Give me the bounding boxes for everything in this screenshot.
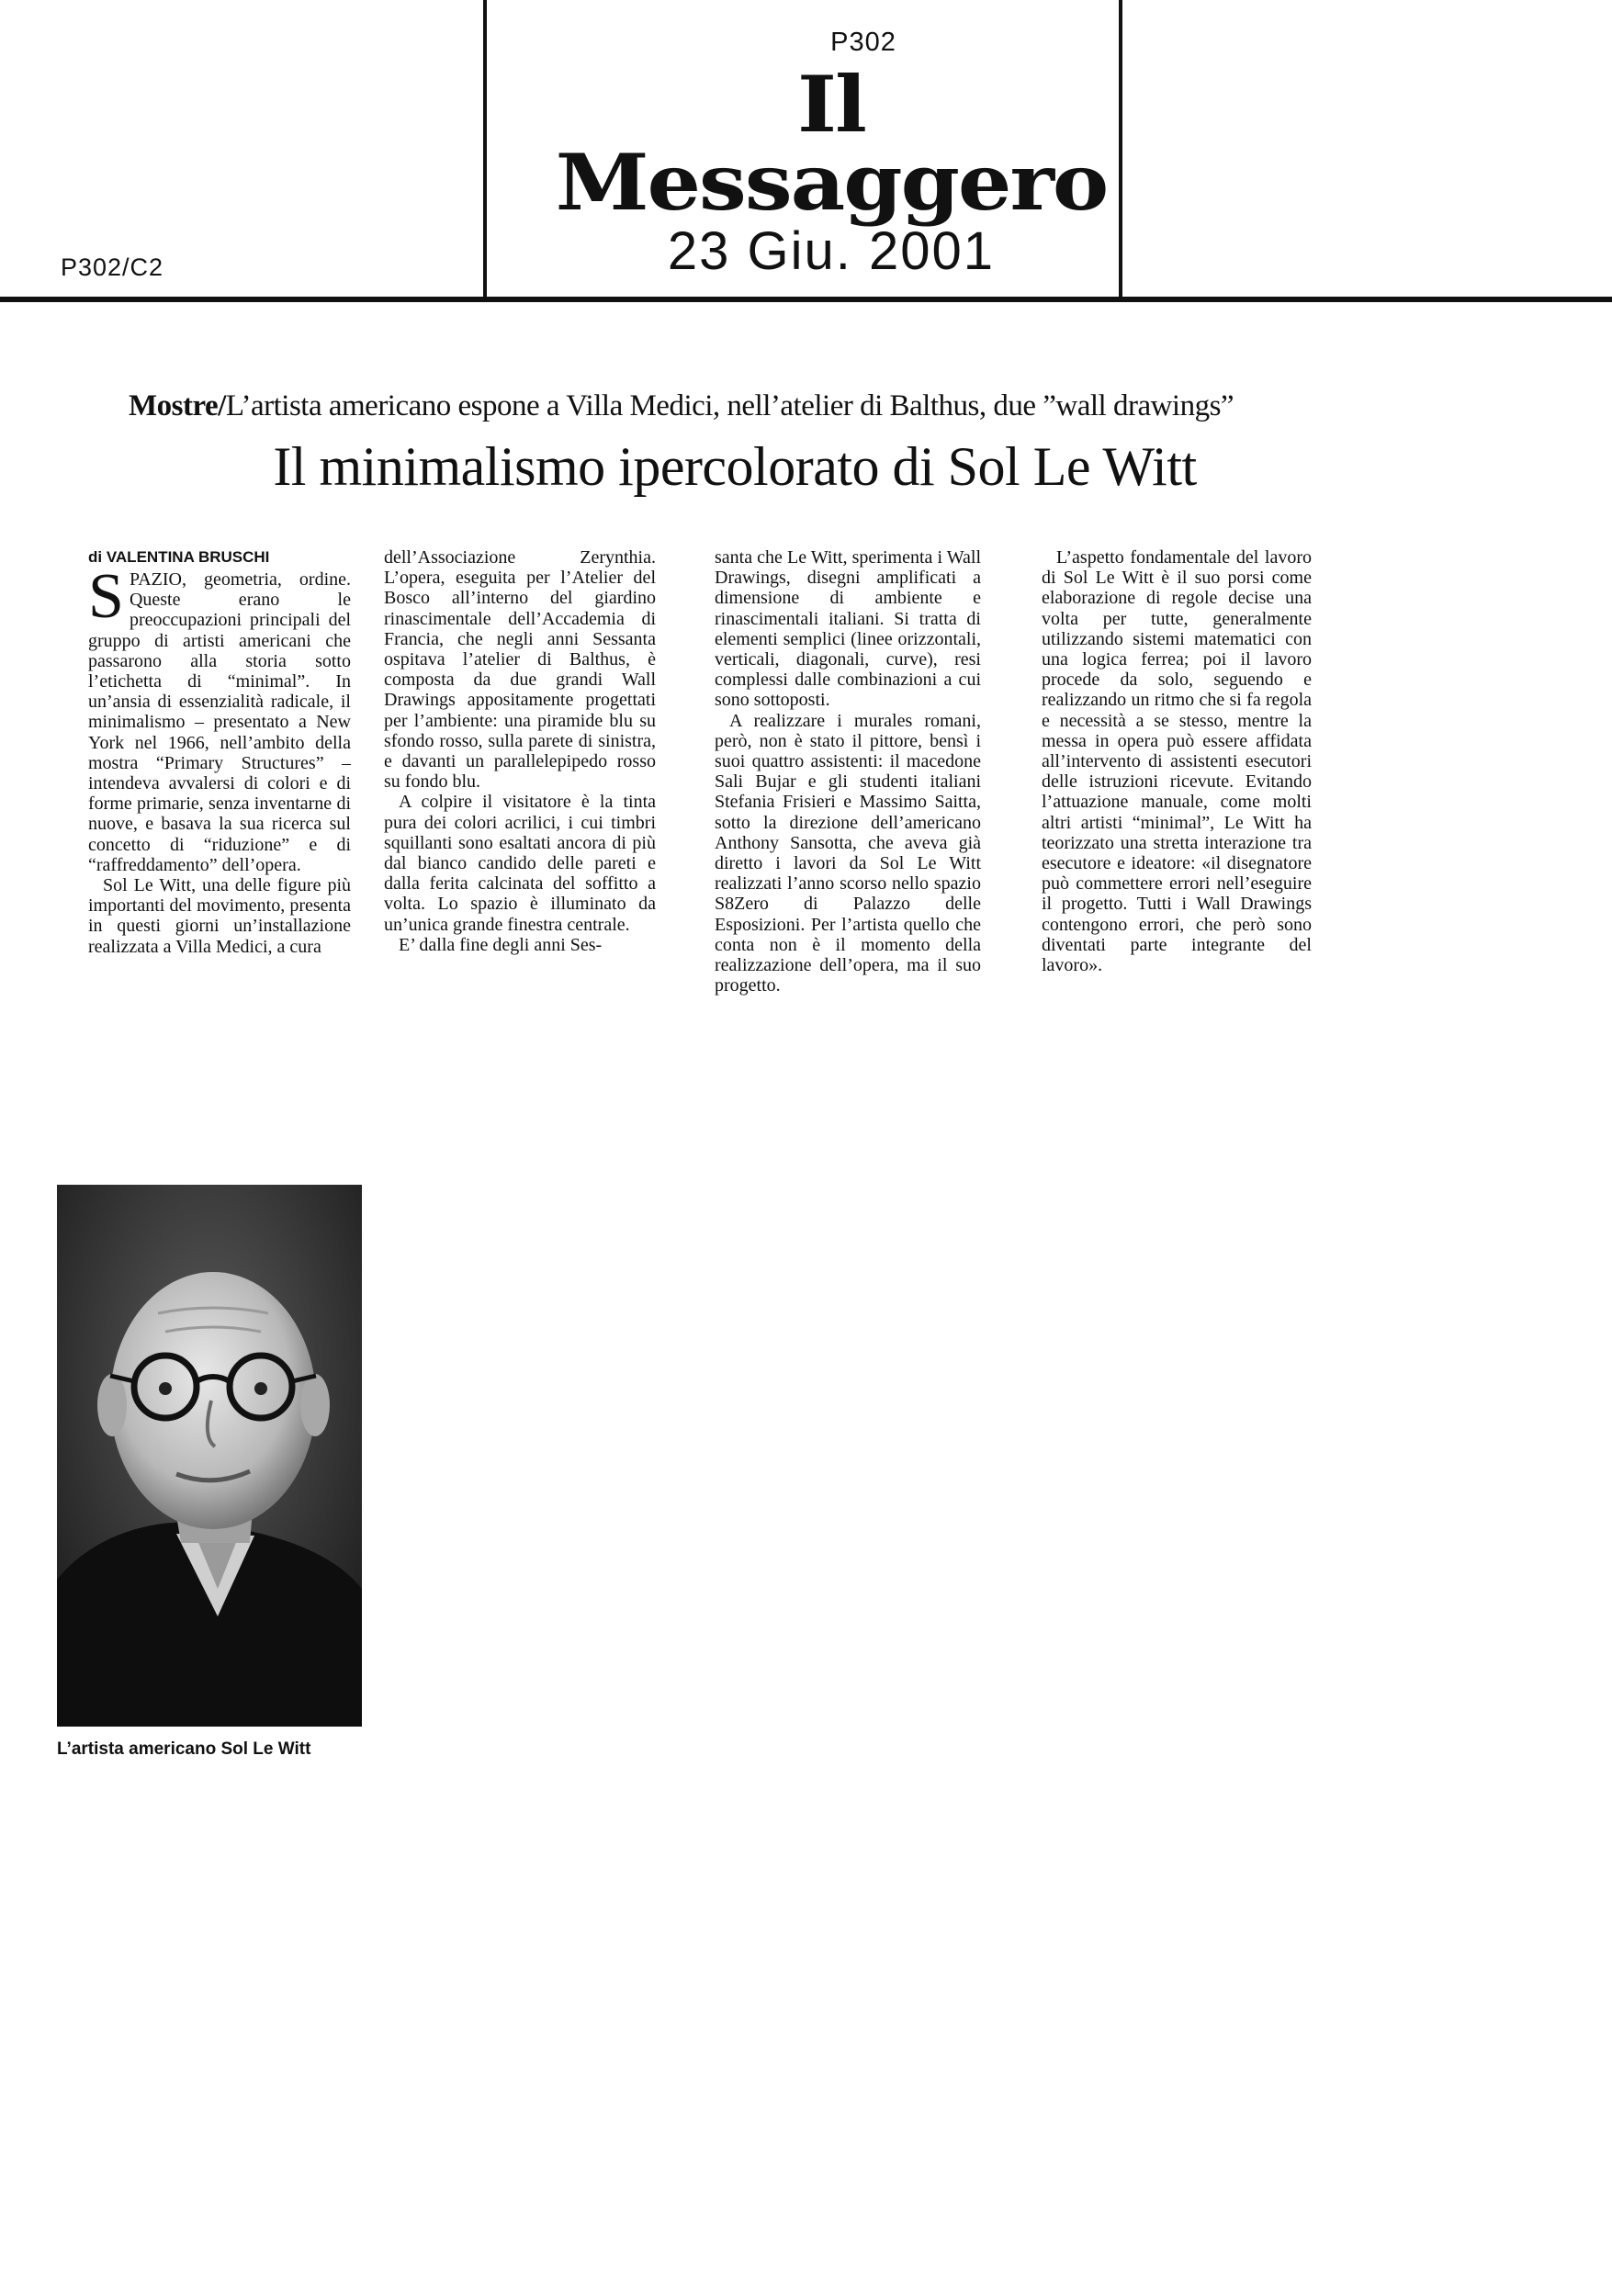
column-2-paragraph-3: E’ dalla fine degli anni Ses-: [399, 934, 603, 955]
article-column-2: [384, 547, 656, 955]
article-kicker: [129, 389, 1323, 423]
article-byline: di VALENTINA BRUSCHI: [88, 548, 270, 566]
drop-cap: S: [88, 561, 124, 632]
kicker-section: Mostre/: [129, 389, 226, 422]
column-1-paragraph-2: Sol Le Witt, una delle figure più importanti del movimento, presenta in questi giorni un’installazione realizzata a Villa Medici, a cura: [88, 875, 351, 957]
article-column-1: [88, 561, 351, 957]
portrait-photo: [57, 1185, 362, 1727]
header-divider-right: [1119, 0, 1122, 299]
column-3-paragraph-1: santa che Le Witt, sperimenta i Wall Drawings, disegni amplificati a dimensione di ambiente e rinascimentali italiani. Si tratta di elementi semplici (linee orizzontali, verticali, diagonali, curve), resi complessi dalle combinazioni a cui sono sottoposti.: [715, 547, 981, 711]
article-column-3: [715, 547, 981, 996]
newspaper-masthead: Il Messaggero: [555, 59, 1108, 228]
column-3-paragraph-2: A realizzare i murales romani, però, non è stato il pittore, bensì i suoi quattro assistenti: il macedone Sali Bujar e gli studenti italiani Stefania Frisieri e Massimo Saitta, sotto la direzione dell’americano Anthony Sansotta, che aveva già diretto i lavori da Sol Le Witt realizzati l’anno scorso nello spazio S8Zero di Palazzo delle Esposizioni. Per l’artista quello che conta non è il momento della realizzazione dell’opera, ma il suo progetto.: [715, 710, 981, 996]
column-2-paragraph-1: dell’Associazione Zerynthia. L’opera, eseguita per l’Atelier del Bosco all’interno del giardino rinascimentale dell’Accademia di Francia, che negli anni Sessanta ospitava l’atelier di Balthus, è composta da due grandi Wall Drawings appositamente progettati per l’ambiente: una piramide blu su sfondo rosso, sulla parete di sinistra, e davanti un parallelepipedo rosso su fondo blu.: [384, 547, 656, 793]
column-2-paragraph-2: A colpire il visitatore è la tinta pura dei colori acrilici, i cui timbri squillanti sono esaltati ancora di più dal bianco candido delle pareti e dalla ferita calcinata del soffitto a volta. Lo spazio è illuminato da un’unica grande finestra centrale.: [384, 792, 656, 935]
article-column-4: [1042, 547, 1312, 975]
portrait-illustration: [57, 1185, 362, 1727]
kicker-text: L’artista americano espone a Villa Medici, nell’atelier di Balthus, due ”wall drawings”: [225, 389, 1234, 422]
column-1-paragraph-1: [88, 561, 351, 875]
photo-caption: L’artista americano Sol Le Witt: [57, 1739, 311, 1759]
header-rule: [0, 297, 1612, 302]
column-4-paragraph-1: L’aspetto fondamentale del lavoro di Sol Le Witt è il suo porsi come elaborazione di regole decise una volta per tutte, generalmente utilizzando sistemi matematici con una logica ferrea; poi il lavoro procede da solo, seguendo e realizzando un ritmo che si fa regola e necessità a se stesso, mentre la messa in opera può essere affidata all’intervento di assistenti esecutori delle istruzioni ricevute. Evitando l’attuazione manuale, come molti altri artisti “minimal”, Le Witt ha teorizzato una stretta interazione tra esecutore e ideatore: «il disegnatore può commettere errori nell’eseguire il progetto. Tutti i Wall Drawings contengono errori, che però sono diventati parte integrante del lavoro».: [1042, 547, 1312, 976]
column-1-paragraph-1-text: PAZIO, geometria, ordine. Queste erano le preoccupazioni principali del gruppo di artisti americani che passarono alla storia sotto l’etichetta di “minimal”. In un’ansia di essenzialità radicale, il minimalismo – presentato a New York nel 1966, nell’ambito della mostra “Primary Structures” – intendeva avvalersi di colori e di forme primarie, senza inventarne di nuove, e basava la sua ricerca sul concetto di “riduzione” e di “raffreddamento” dell’opera.: [88, 569, 351, 875]
article-title: Il minimalismo ipercolorato di Sol Le Witt: [273, 436, 1197, 497]
header-divider-left: [483, 0, 487, 299]
clip-code-left: P302/C2: [61, 253, 164, 281]
clip-code-top: P302: [830, 28, 896, 57]
clip-date: 23 Giu. 2001: [667, 221, 996, 281]
